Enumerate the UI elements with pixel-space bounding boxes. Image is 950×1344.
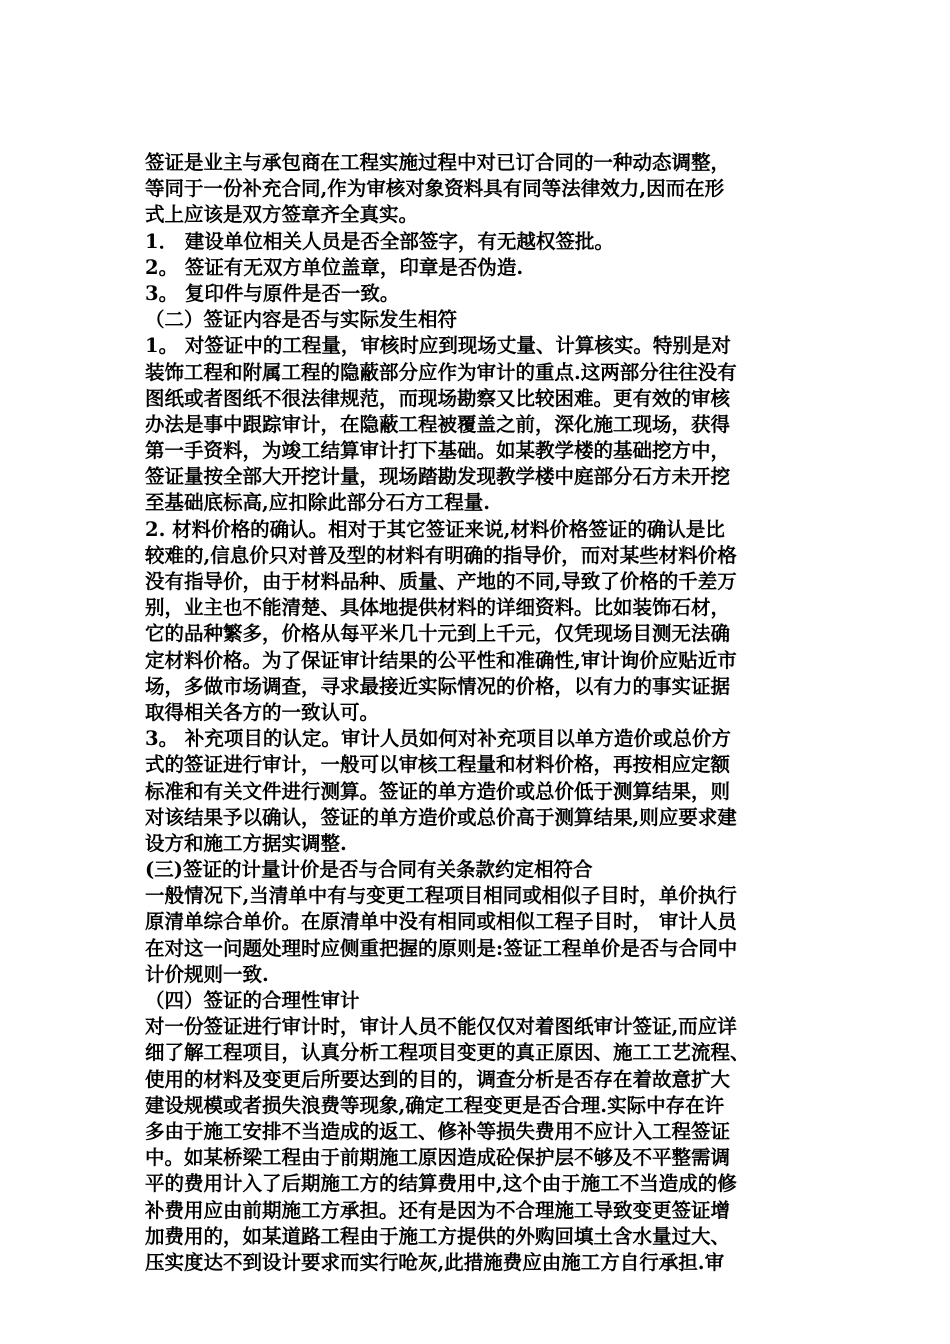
text-line: 建设规模或者损失浪费等现象,确定工程变更是否合理.实际中存在许: [145, 1093, 725, 1117]
text-line: 式的签证进行审计，一般可以审核工程量和材料价格，再按相应定额: [145, 753, 731, 777]
text-line: 1． 建设单位相关人员是否全部签字，有无越权签批。: [145, 229, 614, 253]
text-line: 平的费用计入了后期施工方的结算费用中,这个由于施工不当造成的修: [145, 1172, 737, 1196]
text-line: 在对这一问题处理时应侧重把握的原则是:签证工程单价是否与合同中: [145, 936, 738, 960]
text-line: 3。 复印件与原件是否一致。: [145, 281, 400, 305]
text-line: 对该结果予以确认，签证的单方造价或总价高于测算结果,则应要求建: [145, 805, 737, 829]
text-line: 计价规则一致.: [145, 962, 269, 986]
text-line: 装饰工程和附属工程的隐蔽部分应作为审计的重点.这两部分往往没有: [145, 360, 737, 384]
text-line: 办法是事中跟踪审计，在隐蔽工程被覆盖之前，深化施工现场，获得: [145, 412, 731, 436]
text-line: 至基础底标高,应扣除此部分石方工程量.: [145, 491, 491, 515]
text-line: 取得相关各方的一致认可。: [145, 700, 380, 724]
text-line: 中。如某桥梁工程由于前期施工原因造成砼保护层不够及不平整需调: [145, 1146, 731, 1170]
text-line: 场，多做市场调查，寻求最接近实际情况的价格，以有力的事实证据: [145, 674, 731, 698]
text-line: 第一手资料，为竣工结算审计打下基础。如某教学楼的基础挖方中，: [145, 439, 731, 463]
text-line: （四）签证的合理性审计: [145, 989, 360, 1012]
text-line: 补费用应由前期施工方承担。还有是因为不合理施工导致变更签证增: [145, 1198, 731, 1222]
text-line: 标准和有关文件进行测算。签证的单方造价或总价低于测算结果，则: [145, 779, 731, 803]
text-line: (三)签证的计量计价是否与合同有关条款约定相符合: [145, 858, 593, 882]
text-line: 式上应该是双方签章齐全真实。: [145, 203, 419, 227]
text-line: 签证量按全部大开挖计量，现场踏勘发现教学楼中庭部分石方未开挖: [145, 465, 731, 489]
text-line: 1。 对签证中的工程量，审核时应到现场丈量、计算核实。特别是对: [145, 334, 731, 358]
text-line: 3。 补充项目的认定。审计人员如何对补充项目以单方造价或总价方: [145, 727, 731, 751]
text-line: 加费用的，如某道路工程由于施工方提供的外购回填土含水量过大、: [145, 1224, 731, 1248]
text-line: 多由于施工安排不当造成的返工、修补等损失费用不应计入工程签证: [145, 1119, 731, 1143]
text-line: 细了解工程项目，认真分析工程项目变更的真正原因、施工工艺流程、: [145, 1041, 750, 1065]
document-body: [145, 150, 805, 1276]
text-line: 它的品种繁多，价格从每平米几十元到上千元，仅凭现场目测无法确: [145, 622, 731, 646]
text-line: 较难的,信息价只对普及型的材料有明确的指导价，而对某些材料价格: [145, 543, 737, 567]
text-line: 图纸或者图纸不很法律规范，而现场勘察又比较困难。更有效的审核: [145, 386, 731, 410]
text-line: （二）签证内容是否与实际发生相符: [145, 308, 458, 332]
text-line: 等同于一份补充合同,作为审核对象资料具有同等法律效力,因而在形: [145, 177, 725, 201]
text-line: 原清单综合单价。在原清单中没有相同或相似工程子目时， 审计人员: [145, 910, 737, 934]
text-line: 签证是业主与承包商在工程实施过程中对已订合同的一种动态调整，: [145, 151, 731, 174]
text-line: 压实度达不到设计要求而实行呛灰,此措施费应由施工方自行承担.审: [145, 1250, 725, 1274]
text-line: 设方和施工方据实调整.: [145, 831, 347, 855]
text-line: 定材料价格。为了保证审计结果的公平性和准确性,审计询价应贴近市: [145, 648, 737, 672]
text-line: 别，业主也不能清楚、具体地提供材料的详细资料。比如装饰石材，: [145, 596, 731, 620]
text-line: 2。 签证有无双方单位盖章，印章是否伪造.: [145, 255, 524, 279]
text-line: 使用的材料及变更后所要达到的目的，调查分析是否存在着故意扩大: [145, 1067, 731, 1091]
text-line: 2. 材料价格的确认。相对于其它签证来说,材料价格签证的确认是比: [145, 517, 725, 541]
text-line: 对一份签证进行审计时，审计人员不能仅仅对着图纸审计签证,而应详: [145, 1015, 737, 1039]
text-line: 一般情况下,当清单中有与变更工程项目相同或相似子目时，单价执行: [145, 884, 737, 908]
text-line: 没有指导价，由于材料品种、质量、产地的不同,导致了价格的千差万: [145, 570, 737, 593]
